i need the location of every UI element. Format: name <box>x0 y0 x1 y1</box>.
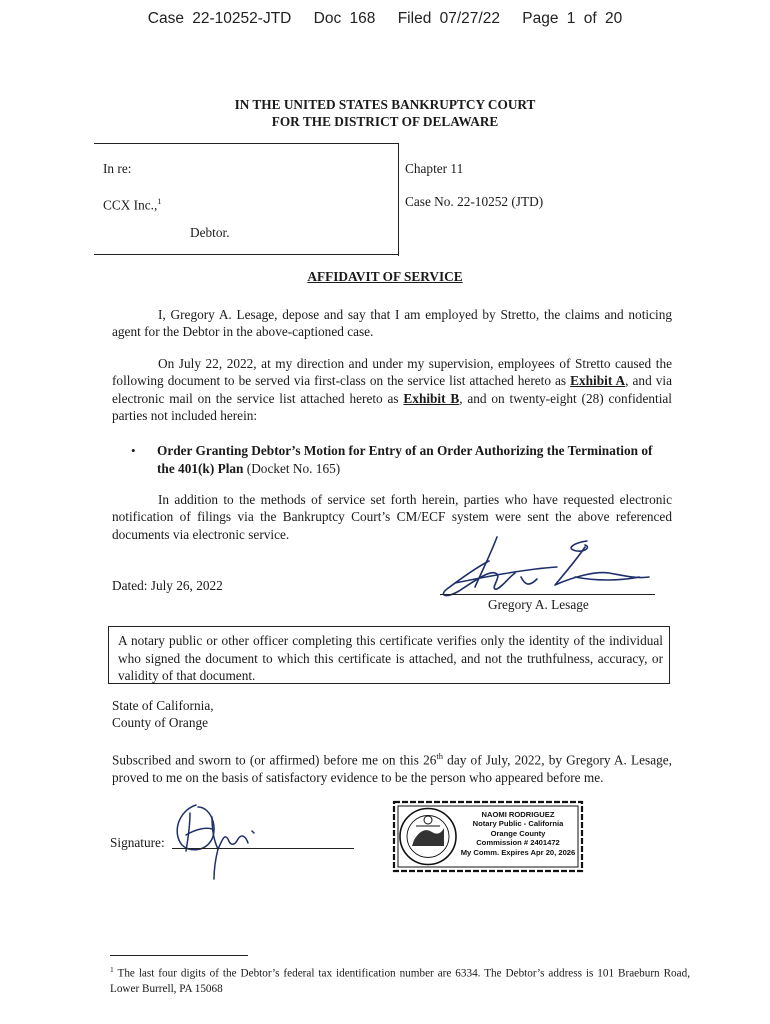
court-heading <box>0 96 770 130</box>
stamp-commission: Commission # 2401472 <box>476 838 560 848</box>
signature-lesage <box>425 533 655 603</box>
debtor-label: Debtor. <box>190 225 230 240</box>
served-document-docket: (Docket No. 165) <box>243 460 341 476</box>
footnote <box>110 962 690 997</box>
chapter-label: Chapter 11 <box>405 161 464 176</box>
caption-bottom-rule <box>94 254 399 255</box>
page-number: Page 1 of 20 <box>522 10 623 27</box>
doc-number: Doc 168 <box>313 10 376 27</box>
notary-notice-box: A notary public or other officer completing this certificate verifies only the identity of the individual who signed the document to which this certificate is attached, and not the truthfulness, accuracy, or validity of that document. <box>108 626 670 684</box>
stamp-title: Notary Public - California <box>472 819 564 829</box>
debtor-name <box>103 193 162 214</box>
court-name: IN THE UNITED STATES BANKRUPTCY COURT <box>234 97 536 112</box>
stamp-county: Orange County <box>490 828 546 838</box>
stamp-text <box>460 810 576 857</box>
signature-label: Signature: <box>110 835 165 850</box>
stamp-expires: My Comm. Expires Apr 20, 2026 <box>460 847 576 857</box>
jurat-paragraph: Subscribed and sworn to (or affirmed) before me on this 26th day of July, 2022, by Gregory A. Lesage, proved to me on the basis of satisfactory evidence to be the person who appeared before me. <box>112 751 672 785</box>
signer-name: Gregory A. Lesage <box>488 597 589 612</box>
dated-line: Dated: July 26, 2022 <box>112 578 223 593</box>
court-district: FOR THE DISTRICT OF DELAWARE <box>271 114 499 129</box>
caption-divider <box>398 143 399 256</box>
footnote-text: The last four digits of the Debtor’s federal tax identification number are 6334. The Debtor’s address is 101 Braeburn Road, Lower Burrell, PA 15068 <box>110 967 690 995</box>
debtor-footnote-mark: 1 <box>157 196 162 206</box>
served-document-item <box>157 442 672 477</box>
exhibit-b-ref: Exhibit B <box>403 390 460 406</box>
paragraph-service: On July 22, 2022, at my direction and under my supervision, employees of Stretto caused the following document to be served via first-class on the service list attached hereto as Exhibit A, and via electronic mail on the service list attached hereto as Exhibit B, and on twenty-eight (28) confidential parties not included herein: <box>112 356 672 423</box>
in-re-label: In re: <box>103 161 132 176</box>
filed-date: Filed 07/27/22 <box>397 10 500 27</box>
notary-stamp <box>392 800 584 873</box>
bullet-point: • <box>131 443 136 458</box>
notary-signature-line <box>172 848 354 849</box>
paragraph-employment: I, Gregory A. Lesage, depose and say that I am employed by Stretto, the claims and noticing agent for the Debtor in the above-captioned case. <box>112 307 672 340</box>
served-document-title: Order Granting Debtor’s Motion for Entry of an Order Authorizing the Termination of the 401(k) Plan <box>157 443 653 476</box>
case-header <box>0 10 770 28</box>
exhibit-a-ref: Exhibit A <box>570 373 626 389</box>
paragraph-ecf: In addition to the methods of service set forth herein, parties who have requested electronic notification of filings via the Bankruptcy Court’s CM/ECF system were sent the above referenced documents via electronic service. <box>112 492 672 542</box>
footnote-mark: 1 <box>110 965 114 974</box>
case-no-label: Case No. 22-10252 (JTD) <box>405 194 544 209</box>
venue-county: County of Orange <box>112 715 209 730</box>
document-title: AFFIDAVIT OF SERVICE <box>307 269 463 284</box>
signature-notary <box>168 795 268 880</box>
venue-state: State of California, <box>112 698 214 713</box>
signature-line <box>440 594 655 595</box>
footnote-rule <box>110 955 248 956</box>
case-number: Case 22-10252-JTD <box>147 10 292 27</box>
stamp-notary-name: NAOMI RODRIGUEZ <box>481 810 555 819</box>
debtor-name-text: CCX Inc., <box>103 197 158 213</box>
caption-top-rule <box>94 143 399 144</box>
